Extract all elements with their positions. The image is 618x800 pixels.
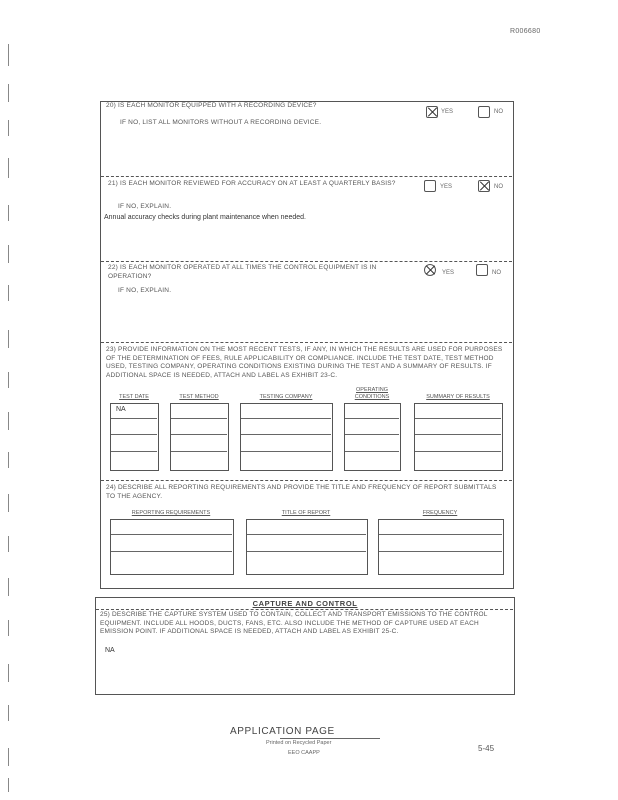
question-text: 24) DESCRIBE ALL REPORTING REQUIREMENTS AND PROVIDE THE TITLE AND FREQUENCY OF REPORT SUBMITTALS TO THE AGENCY. [106, 484, 497, 500]
yes-label: YES [441, 109, 454, 115]
no-label: NO [492, 270, 501, 276]
column-header: TEST METHOD [179, 394, 219, 400]
column-header: OPERATING CONDITIONS [354, 387, 390, 400]
punch-mark [8, 44, 13, 66]
no-label: NO [494, 109, 503, 115]
punch-mark [8, 84, 13, 102]
yes-label: YES [442, 270, 455, 276]
punch-mark [8, 372, 13, 388]
row-line [345, 434, 399, 435]
punch-mark [8, 748, 13, 766]
punch-mark [8, 412, 13, 430]
answer-text[interactable]: NA [105, 647, 115, 654]
footer-rule [280, 738, 380, 739]
punch-mark [8, 330, 13, 348]
document-code: R006680 [510, 28, 541, 35]
footer-title: APPLICATION PAGE [230, 726, 335, 737]
test-method-column[interactable] [170, 403, 229, 471]
yes-label: YES [440, 184, 453, 190]
column-header: REPORTING REQUIREMENTS [131, 510, 211, 516]
question-text: 22) IS EACH MONITOR OPERATED AT ALL TIMES THE CONTROL EQUIPMENT IS IN OPERATION? [108, 264, 377, 280]
sub-instruction: IF NO, EXPLAIN. [118, 203, 172, 210]
row-line [415, 434, 501, 435]
row-line [111, 534, 232, 535]
row-line [345, 418, 399, 419]
yes-checkbox[interactable] [424, 264, 436, 276]
punch-mark [8, 245, 13, 263]
row-line [415, 451, 501, 452]
punch-mark [8, 620, 13, 636]
divider [101, 480, 512, 481]
test-date-column[interactable] [110, 403, 159, 471]
row-line [111, 418, 157, 419]
punch-mark [8, 158, 13, 178]
row-line [379, 534, 502, 535]
row-line [111, 451, 157, 452]
row-line [247, 551, 366, 552]
punch-mark [8, 205, 13, 221]
punch-mark [8, 494, 13, 512]
row-line [415, 418, 501, 419]
frequency-column[interactable] [378, 519, 504, 575]
no-checkbox[interactable] [478, 106, 490, 118]
section-title: CAPTURE AND CONTROL [252, 599, 358, 608]
row-line [241, 418, 331, 419]
column-header: FREQUENCY [422, 510, 458, 516]
question-text: 21) IS EACH MONITOR REVIEWED FOR ACCURACY ON AT LEAST A QUARTERLY BASIS? [108, 180, 396, 187]
row-line [171, 451, 227, 452]
divider [101, 176, 512, 177]
row-line [171, 418, 227, 419]
no-checkbox[interactable] [476, 264, 488, 276]
row-line [171, 434, 227, 435]
summary-results-column[interactable] [414, 403, 503, 471]
yes-checkbox[interactable] [426, 106, 438, 118]
row-line [241, 434, 331, 435]
test-date-value[interactable]: NA [116, 406, 126, 413]
sub-instruction: IF NO, EXPLAIN. [118, 287, 172, 294]
no-label: NO [494, 184, 503, 190]
report-title-column[interactable] [246, 519, 368, 575]
row-line [247, 534, 366, 535]
column-header: TESTING COMPANY [259, 394, 313, 400]
page-number: 5-45 [478, 744, 495, 753]
divider [101, 342, 512, 343]
footer-subtitle: Printed on Recycled Paper [266, 740, 332, 746]
question-text: 20) IS EACH MONITOR EQUIPPED WITH A RECORDING DEVICE? [106, 102, 317, 109]
row-line [111, 434, 157, 435]
punch-mark [8, 664, 13, 682]
row-line [241, 451, 331, 452]
testing-company-column[interactable] [240, 403, 333, 471]
question-text: 25) DESCRIBE THE CAPTURE SYSTEM USED TO CONTAIN, COLLECT AND TRANSPORT EMISSIONS TO THE CONTROL EQUIPMENT. INCLUDE ALL HOODS, DUCTS, FANS, ETC. ALSO INCLUDE THE METHOD OF CAPTURE USED AT EACH EMISSION POINT. IF ADDITIONAL SPACE IS NEEDED, ATTACH AND LABEL AS EXHIBIT 25-C. [100, 611, 488, 635]
no-checkbox[interactable] [478, 180, 490, 192]
column-header: TEST DATE [119, 394, 149, 400]
question-text: 23) PROVIDE INFORMATION ON THE MOST RECENT TESTS, IF ANY, IN WHICH THE RESULTS ARE USED FOR PURPOSES OF THE DETERMINATION OF FEES, RULE APPLICABILITY OR COMPLIANCE. INCLUDE THE TEST DATE, TEST METHOD USED, TESTING COMPANY, OPERATING CONDITIONS EXISTING DURING THE TEST AND A SUMMARY OF RESULTS. IF ADDITIONAL SPACE IS NEEDED, ATTACH AND LABEL AS EXHIBIT 23-C. [106, 346, 503, 379]
column-header: SUMMARY OF RESULTS [426, 394, 490, 400]
yes-checkbox[interactable] [424, 180, 436, 192]
sub-instruction: IF NO, LIST ALL MONITORS WITHOUT A RECORDING DEVICE. [120, 119, 322, 126]
form-code: EEO CAAPP [288, 750, 320, 756]
punch-mark [8, 705, 13, 721]
answer-text[interactable]: Annual accuracy checks during plant maintenance when needed. [104, 214, 306, 221]
row-line [111, 551, 232, 552]
punch-mark [8, 778, 13, 792]
punch-mark [8, 120, 13, 136]
column-header: TITLE OF REPORT [281, 510, 331, 516]
reporting-requirements-column[interactable] [110, 519, 234, 575]
punch-mark [8, 285, 13, 301]
punch-mark [8, 452, 13, 468]
divider [101, 261, 512, 262]
punch-mark [8, 536, 13, 552]
operating-conditions-column[interactable] [344, 403, 401, 471]
row-line [345, 451, 399, 452]
row-line [379, 551, 502, 552]
punch-mark [8, 578, 13, 596]
divider [96, 609, 513, 610]
